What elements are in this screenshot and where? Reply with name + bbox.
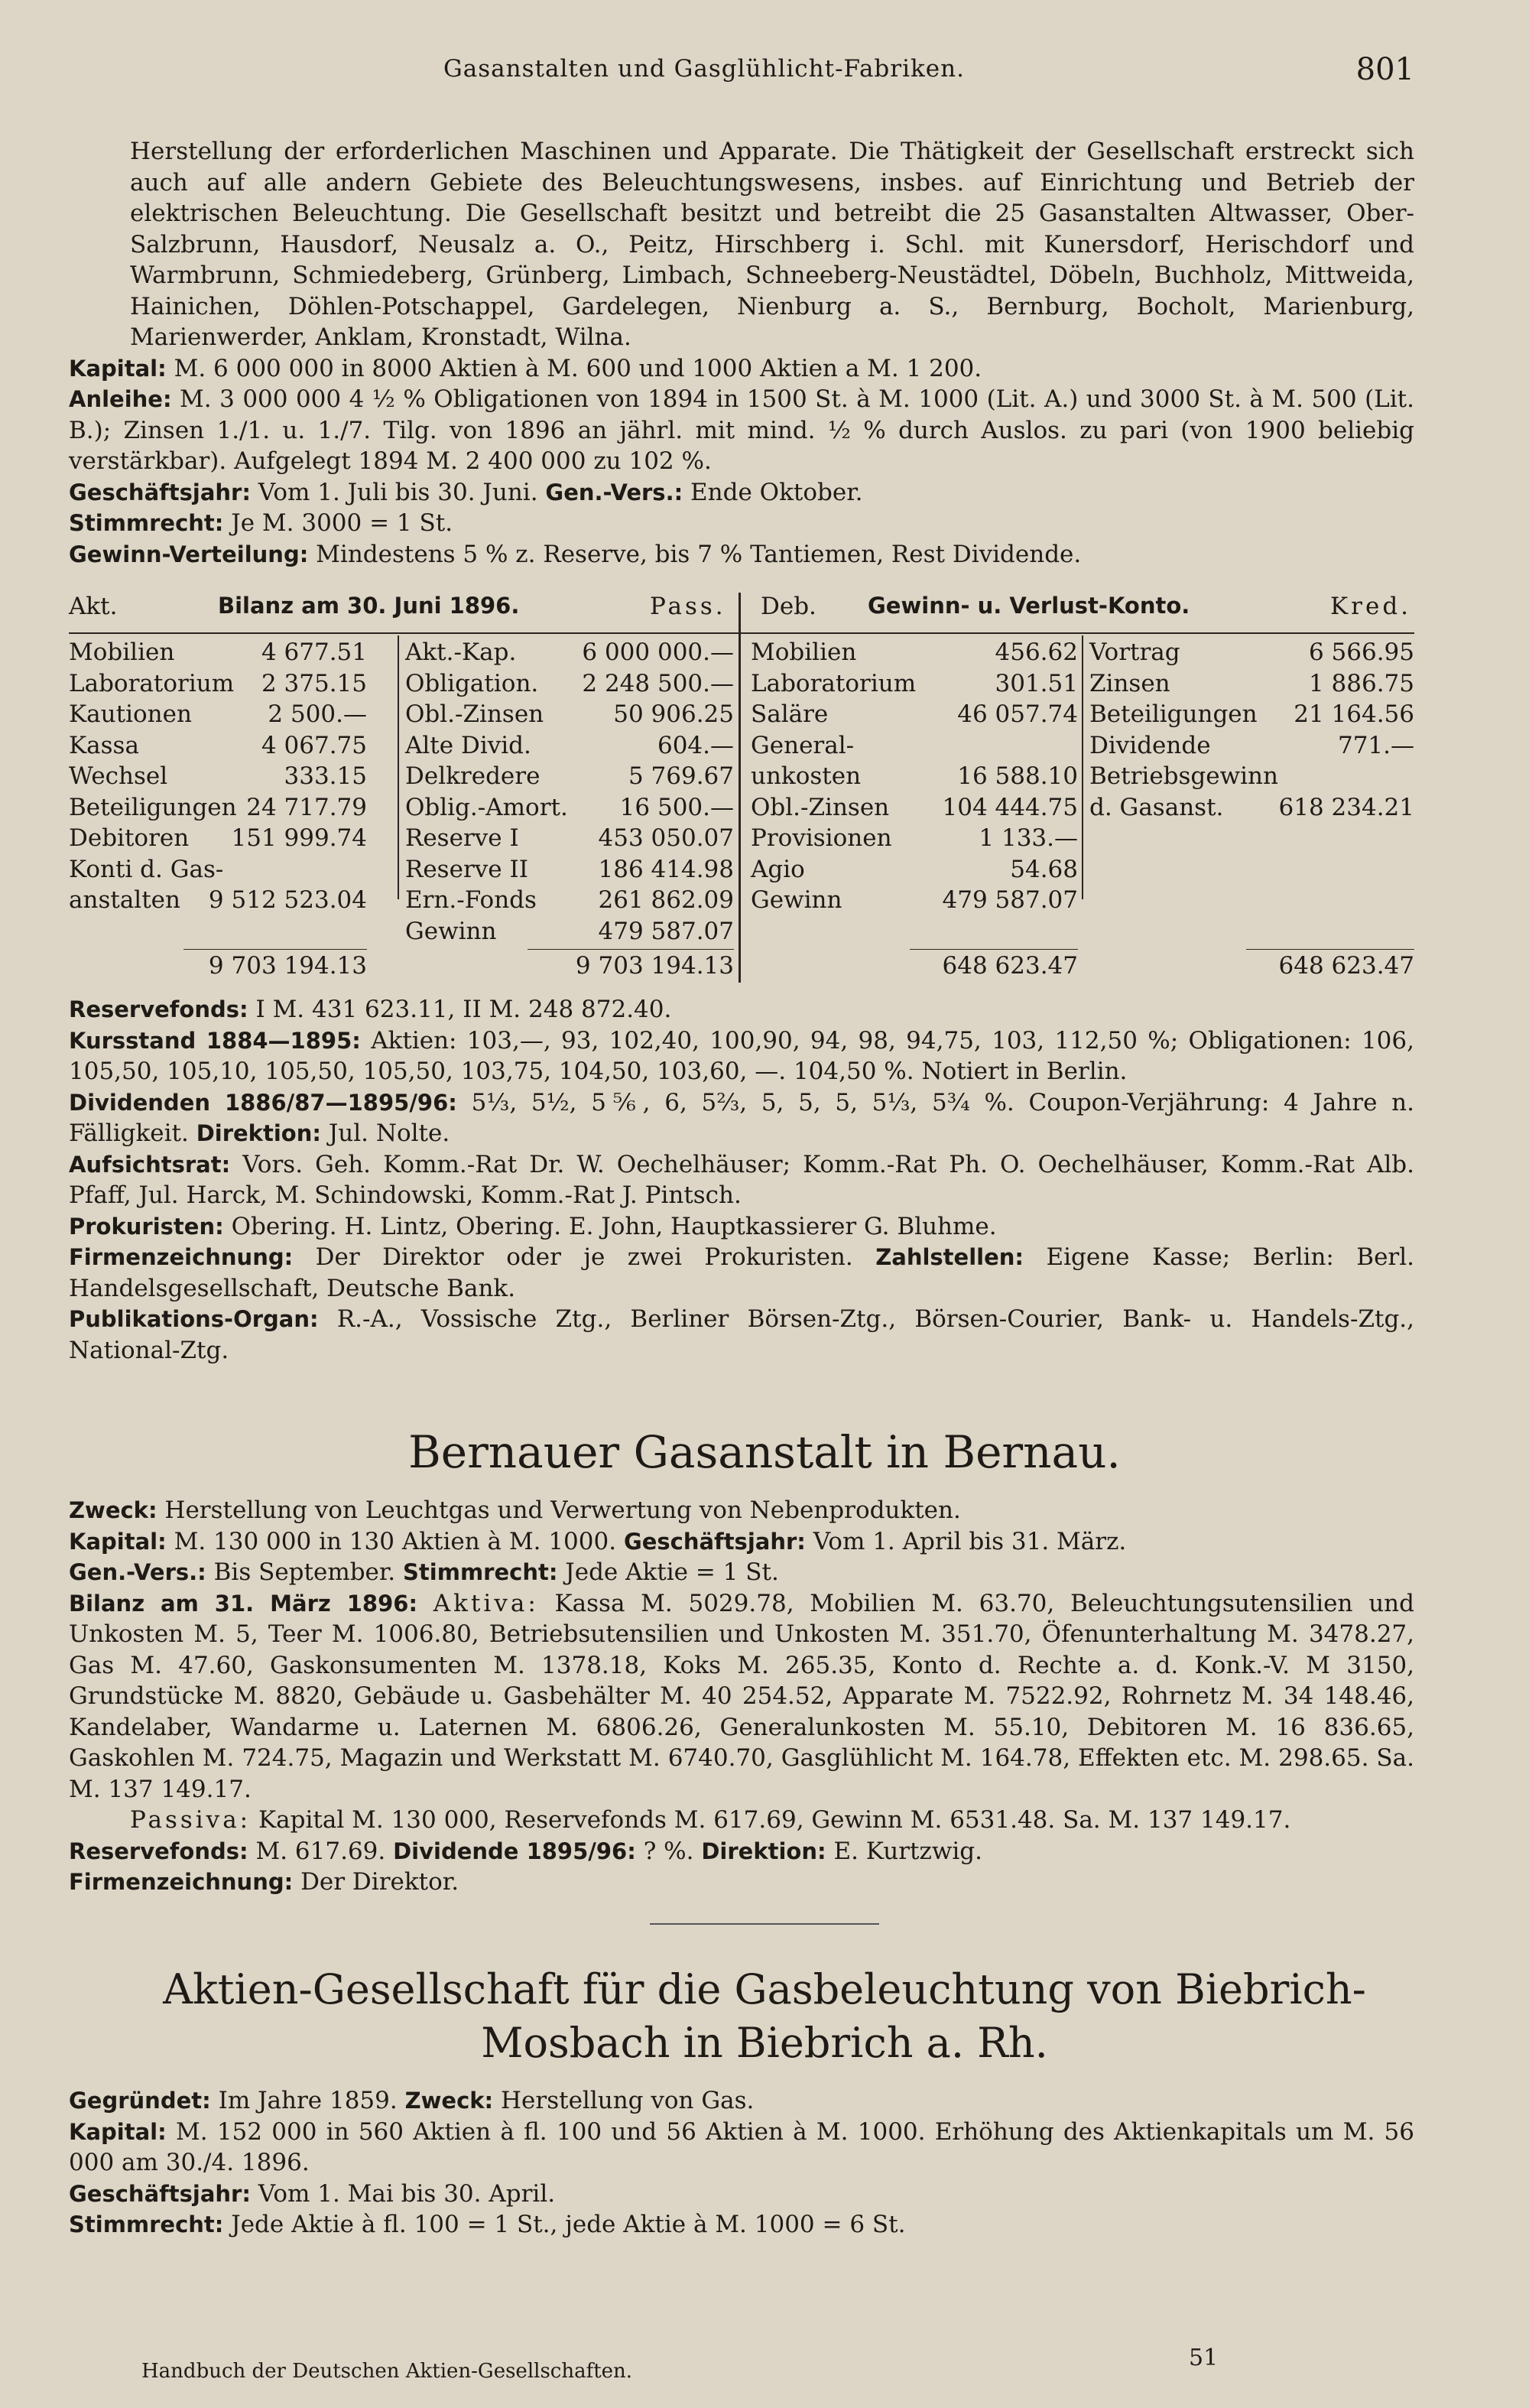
bilanz-liability-label: Akt.-Kap. xyxy=(405,639,517,666)
c2-dv-text: ? %. xyxy=(643,1837,694,1865)
bilanz-asset-label: Laboratorium xyxy=(69,669,235,697)
guv-debit-value: 16 588.10 xyxy=(957,762,1078,790)
gv-text: Ende Oktober. xyxy=(690,478,863,506)
guv-credit-value: 618 234.21 xyxy=(1278,793,1414,821)
kapital-text: M. 6 000 000 in 8000 Aktien à M. 600 und 1000 Aktien a M. 1 200. xyxy=(174,354,982,382)
c2-aktiva-text: Kassa M. 5029.78, Mobilien M. 63.70, Beleuchtungsutensilien und Unkosten M. 5, Teer M. 1006.80, Betriebsutensilien und Unkosten M. 351.70, Öfenunterhaltung M. 3478.27, Gas M. 47.60, Gaskonsumenten M. 1378.18, Koks M. 265.35, Konto d. Rechte a. d. Konk.-V. M 3150, Grundstücke M. 8820, Gebäude u. Gasbehälter M. 40 254.52, Apparate M. 7522.92, Rohrnetz M. 34 148.46, Kandelaber, Wandarme u. Laternen M. 6806.26, Generalunkosten M. 55.10, Debitoren M. 16 836.65, Gaskohlen M. 724.75, Magazin und Werkstatt M. 6740.70, Gasglühlicht M. 164.78, Effekten etc. M. 298.65. Sa. M. 137 149.17. xyxy=(69,1589,1414,1803)
c2-passiva-label: Passiva: xyxy=(130,1806,252,1834)
bilanz-liability-label: Reserve II xyxy=(405,855,528,883)
c2-zw-label: Zweck: xyxy=(69,1497,157,1523)
guv-debit-value: 301.51 xyxy=(995,669,1078,697)
bilanz-asset-value: 2 375.15 xyxy=(261,669,367,697)
bilanz-asset-label: Kautionen xyxy=(69,700,192,728)
c2-fz-label: Firmenzeichnung: xyxy=(69,1869,294,1895)
bilanz-liability-value: 5 769.67 xyxy=(628,762,734,790)
running-head-title: Gasanstalten und Gasglühlicht-Fabriken. xyxy=(443,55,965,83)
c2-st-text: Jede Aktie = 1 St. xyxy=(565,1558,779,1586)
guv-total-right: 648 623.47 xyxy=(1278,952,1414,980)
div-text: 5⅓, 5½, 5⅚, 6, 5⅔, 5, 5, 5, 5⅓, 5¾ %. Coupon-Verjährung: 4 Jahre n. Fälligkeit. xyxy=(69,1088,1414,1147)
rf-label: Reservefonds: xyxy=(69,996,248,1022)
bilanz-asset-value: 333.15 xyxy=(284,762,367,790)
c2-dir-text: E. Kurtzwig. xyxy=(833,1837,982,1865)
bilanz-asset-value: 2 500.— xyxy=(268,700,367,728)
bilanz-liability-label: Alte Divid. xyxy=(405,731,531,759)
guv-total-left: 648 623.47 xyxy=(942,952,1078,980)
st-label: Stimmrecht: xyxy=(69,510,224,536)
guv-credit-label: Vortrag xyxy=(1089,639,1180,666)
c2-kap-text: M. 130 000 in 130 Aktien à M. 1000. xyxy=(174,1527,617,1555)
anleihe-text: M. 3 000 000 4 ½ % Obligationen von 1894 in 1500 St. à M. 1000 (Lit. A.) und 3000 St. à M. 500 (Lit. B.); Zinsen 1./1. u. 1./7. Tilg. von 1896 an jährl. mit mind. ½ % durch Auslos. zu pari (von 1900 beliebig verstärkbar). Aufgelegt 1894 M. 2 400 000 zu 102 %. xyxy=(69,385,1414,475)
section-separator xyxy=(650,1923,879,1925)
gw-text: Mindestens 5 % z. Reserve, bis 7 % Tantiemen, Rest Dividende. xyxy=(316,540,1082,568)
bilanz-liability-label: Delkredere xyxy=(405,762,541,790)
dir-text: Jul. Nolte. xyxy=(328,1120,450,1147)
zs-text: Eigene Kasse; Berlin: Berl. Handelsgesellschaft, Deutsche Bank. xyxy=(69,1243,1415,1302)
guv-debit-label: Saläre xyxy=(751,700,829,728)
guv-debit-label: Gewinn xyxy=(751,886,842,914)
guv-credit-value: 21 164.56 xyxy=(1294,700,1414,728)
financial-tables xyxy=(69,593,1414,983)
c2-gj-text: Vom 1. April bis 31. März. xyxy=(813,1527,1127,1555)
c2-zw-text: Herstellung von Leuchtgas und Verwertung von Nebenprodukten. xyxy=(164,1496,961,1524)
bilanz-liability-value: 50 906.25 xyxy=(613,700,734,728)
zs-label: Zahlstellen: xyxy=(875,1244,1024,1270)
table-divider xyxy=(739,593,741,983)
bilanz-asset-value: 151 999.74 xyxy=(231,824,367,852)
guv-debit-value: 104 444.75 xyxy=(942,793,1078,821)
c2-bil-label: Bilanz am 31. März 1896: xyxy=(69,1590,418,1617)
c3-zw-text: Herstellung von Gas. xyxy=(501,2087,755,2114)
page-number: 801 xyxy=(1355,52,1414,87)
ks-text: Aktien: 103,—, 93, 102,40, 100,90, 94, 98, 94,75, 103, 112,50 %; Obligationen: 106, 105,50, 105,10, 105,50, 105,50, 103,75, 104,50, 103,60, —. 104,50 %. Notiert in Berlin. xyxy=(69,1026,1414,1085)
c3-kap-text: M. 152 000 in 560 Aktien à fl. 100 und 56 Aktien à M. 1000. Erhöhung des Aktienkapitals um M. 56 000 am 30./4. 1896. xyxy=(69,2117,1414,2176)
anleihe-label: Anleihe: xyxy=(69,386,172,412)
pk-text: Obering. H. Lintz, Obering. E. John, Hauptkassierer G. Bluhme. xyxy=(231,1212,997,1240)
guv-debit-value: 479 587.07 xyxy=(942,886,1078,914)
c2-dv-label: Dividende 1895/96: xyxy=(393,1838,636,1864)
guv-debit-label: Provisionen xyxy=(751,824,892,852)
guv-credit-value: 1 886.75 xyxy=(1308,669,1414,697)
gj-label: Geschäftsjahr: xyxy=(69,479,251,505)
guv-credit-label: Zinsen xyxy=(1089,669,1170,697)
bilanz-liability-label: Obl.-Zinsen xyxy=(405,700,544,728)
c3-kap-label: Kapital: xyxy=(69,2118,167,2145)
running-head xyxy=(0,52,1529,93)
bilanz-liability-value: 479 587.07 xyxy=(598,917,734,945)
c2-gj-label: Geschäftsjahr: xyxy=(623,1528,806,1555)
bilanz-liability-label: Gewinn xyxy=(405,917,497,945)
c2-passiva-text: Kapital M. 130 000, Reservefonds M. 617.69, Gewinn M. 6531.48. Sa. M. 137 149.17. xyxy=(258,1806,1291,1834)
ar-text: Vors. Geh. Komm.-Rat Dr. W. Oechelhäuser; Komm.-Rat Ph. O. Oechelhäuser, Komm.-Rat Alb. Pfaff, Jul. Harck, M. Schindowski, Komm.-Rat J. Pintsch. xyxy=(69,1150,1414,1209)
kapital-label: Kapital: xyxy=(69,355,167,382)
bilanz-asset-label: Konti d. Gas- xyxy=(69,855,224,883)
guv-debit-label: Mobilien xyxy=(751,639,857,666)
bilanz-liability-value: 604.— xyxy=(657,731,734,759)
guv-kred: Kred. xyxy=(1330,593,1412,620)
bilanz-liability-label: Oblig.-Amort. xyxy=(405,793,568,821)
fz-label: Firmenzeichnung: xyxy=(69,1244,294,1270)
gv-label: Gen.-Vers.: xyxy=(545,479,683,505)
fz-text: Der Direktor oder je zwei Prokuristen. xyxy=(315,1243,853,1271)
bilanz-liability-value: 16 500.— xyxy=(619,793,734,821)
guv-credit-value: 771.— xyxy=(1337,731,1414,759)
guv-sum-rule-right xyxy=(1246,949,1414,950)
po-text: R.-A., Vossische Ztg., Berliner Börsen-Ztg., Börsen-Courier, Bank- u. Handels-Ztg., National-Ztg. xyxy=(69,1305,1414,1364)
guv-credit-label: Beteiligungen xyxy=(1089,700,1258,728)
c3-gj-label: Geschäftsjahr: xyxy=(69,2180,251,2207)
c2-gv-text: Bis September. xyxy=(213,1558,396,1586)
pk-label: Prokuristen: xyxy=(69,1213,224,1240)
c3-st-text: Jede Aktie à fl. 100 = 1 St., jede Aktie à M. 1000 = 6 St. xyxy=(231,2211,906,2238)
company1-details xyxy=(69,994,1414,1366)
company3-block xyxy=(69,2085,1414,2241)
bilanz-liability-value: 2 248 500.— xyxy=(582,669,734,697)
guv-debit-label: unkosten xyxy=(751,762,862,790)
footer-book: Handbuch der Deutschen Aktien-Gesellschaften. xyxy=(141,2360,633,2383)
guv-debit-value: 46 057.74 xyxy=(957,700,1078,728)
c2-rf-text: M. 617.69. xyxy=(255,1837,386,1865)
ks-label: Kursstand 1884—1895: xyxy=(69,1027,361,1054)
bilanz-asset-label: Kassa xyxy=(69,731,139,759)
guv-title: Gewinn- u. Verlust-Konto. xyxy=(868,593,1190,619)
c2-rf-label: Reservefonds: xyxy=(69,1838,248,1864)
guv-deb: Deb. xyxy=(761,593,816,620)
bilanz-liability-label: Ern.-Fonds xyxy=(405,886,537,914)
c2-aktiva-label: Aktiva: xyxy=(433,1589,539,1617)
dir-label: Direktion: xyxy=(196,1120,321,1146)
c3-st-label: Stimmrecht: xyxy=(69,2211,224,2237)
company2-block xyxy=(69,1495,1414,1898)
div-label: Dividenden 1886/87—1895/96: xyxy=(69,1089,457,1116)
bilanz-liability-value: 261 862.09 xyxy=(598,886,734,914)
bilanz-asset-label: Debitoren xyxy=(69,824,190,852)
footer-signature: 51 xyxy=(1189,2345,1219,2371)
c2-st-label: Stimmrecht: xyxy=(403,1559,558,1585)
c3-gg-text: Im Jahre 1859. xyxy=(218,2087,398,2114)
bilanz-asset-label: Wechsel xyxy=(69,762,168,790)
bilanz-liability-label: Obligation. xyxy=(405,669,539,697)
company3-title-line1: Aktien-Gesellschaft für die Gasbeleuchtung von Biebrich- xyxy=(163,1965,1366,2013)
bilanz-divider xyxy=(398,635,399,899)
guv-debit-value: 1 133.— xyxy=(979,824,1078,852)
bilanz-asset-value: 24 717.79 xyxy=(246,793,367,821)
c2-kap-label: Kapital: xyxy=(69,1528,167,1555)
guv-debit-label: Agio xyxy=(751,855,805,883)
c2-dir-label: Direktion: xyxy=(701,1838,826,1864)
c3-zw-label: Zweck: xyxy=(404,2088,494,2114)
gw-label: Gewinn-Verteilung: xyxy=(69,541,309,567)
c3-gj-text: Vom 1. Mai bis 30. April. xyxy=(258,2179,556,2208)
bilanz-asset-value: 4 067.75 xyxy=(261,731,367,759)
guv-sum-rule-left xyxy=(910,949,1078,950)
company1-intro: Herstellung der erforderlichen Maschinen und Apparate. Die Thätigkeit der Gesellschaft erstreckt sich auch auf alle andern Gebiete des Beleuchtungswesens, insbes. auf Einrichtung und Betrieb der elektrischen Beleuchtung. Die Gesellschaft besitzt und betreibt die 25 Gasanstalten Altwasser, Ober-Salzbrunn, Hausdorf, Neusalz a. O., Peitz, Hirschberg i. Schl. mit Kunersdorf, Herischdorf und Warmbrunn, Schmiedeberg, Grünberg, Limbach, Schneeberg-Neustädtel, Döbeln, Buchholz, Mittweida, Hainichen, Döhlen-Potschappel, Gardelegen, Nienburg a. S., Bernburg, Bocholt, Marienburg, Marienwerder, Anklam, Kronstadt, Wilna. xyxy=(130,138,1414,351)
bilanz-title: Bilanz am 30. Juni 1896. xyxy=(218,593,520,619)
guv-credit-label: d. Gasanst. xyxy=(1089,793,1224,821)
c3-gg-label: Gegründet: xyxy=(69,2088,211,2114)
c2-fz-text: Der Direktor. xyxy=(300,1868,459,1896)
bilanz-liability-label: Reserve I xyxy=(405,824,519,852)
bilanz-asset-label: Beteiligungen xyxy=(69,793,237,821)
bilanz-asset-label: Mobilien xyxy=(69,639,175,666)
bilanz-sum-rule-right xyxy=(528,949,734,950)
bilanz-pass: Pass. xyxy=(650,593,726,620)
guv-credit-label: Betriebsgewinn xyxy=(1089,762,1278,790)
guv-divider xyxy=(1082,635,1083,899)
guv-credit-label: Dividende xyxy=(1089,731,1211,759)
bilanz-asset-label: anstalten xyxy=(69,886,180,914)
ar-label: Aufsichtsrat: xyxy=(69,1151,231,1178)
bilanz-akt: Akt. xyxy=(69,593,118,620)
st-text: Je M. 3000 = 1 St. xyxy=(231,509,453,537)
bilanz-liability-value: 186 414.98 xyxy=(598,855,734,883)
po-label: Publikations-Organ: xyxy=(69,1306,319,1332)
gj-text: Vom 1. Juli bis 30. Juni. xyxy=(258,478,538,506)
rf-text: I M. 431 623.11, II M. 248 872.40. xyxy=(255,996,672,1023)
guv-debit-value: 54.68 xyxy=(1010,855,1078,883)
bilanz-asset-value: 9 512 523.04 xyxy=(208,886,367,914)
guv-debit-value: 456.62 xyxy=(995,639,1078,666)
bilanz-total-left: 9 703 194.13 xyxy=(208,952,367,980)
bilanz-liability-value: 6 000 000.— xyxy=(582,639,734,666)
company2-title: Bernauer Gasanstalt in Bernau. xyxy=(408,1426,1121,1478)
bilanz-liability-value: 453 050.07 xyxy=(598,824,734,852)
guv-debit-label: Laboratorium xyxy=(751,669,917,697)
guv-credit-value: 6 566.95 xyxy=(1308,639,1414,666)
bilanz-asset-value: 4 677.51 xyxy=(261,639,367,666)
company3-title-line2: Mosbach in Biebrich a. Rh. xyxy=(481,2019,1048,2067)
guv-debit-label: General- xyxy=(751,731,855,759)
table-top-rule xyxy=(69,632,1414,634)
bilanz-sum-rule-left xyxy=(183,949,367,950)
company1-block xyxy=(69,136,1414,570)
guv-debit-label: Obl.-Zinsen xyxy=(751,793,890,821)
bilanz-total-right: 9 703 194.13 xyxy=(575,952,734,980)
c2-gv-label: Gen.-Vers.: xyxy=(69,1559,206,1585)
